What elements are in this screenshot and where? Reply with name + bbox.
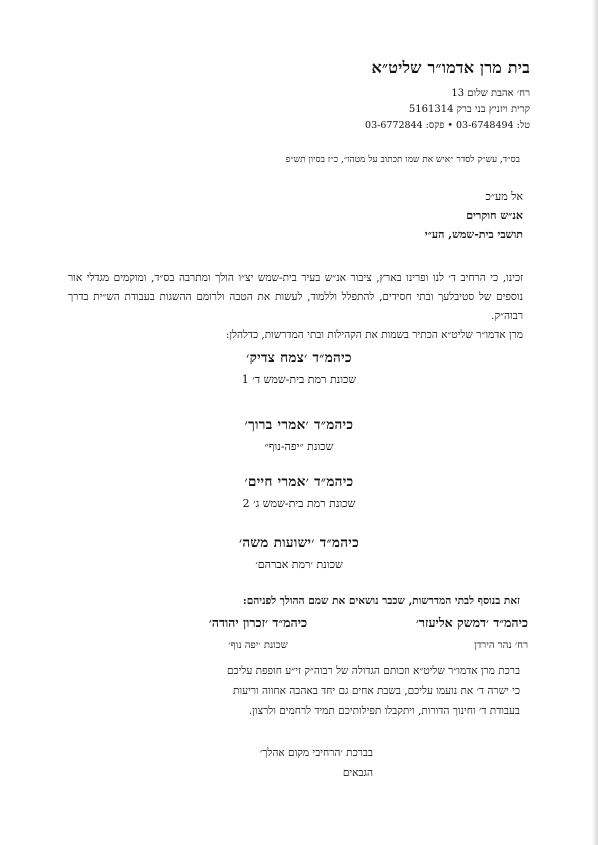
school-name: כיהמ״ד ׳צמח צדיק׳ bbox=[246, 350, 352, 366]
addressee-line-2: אנ״ש חוקרים bbox=[466, 209, 523, 222]
school-name: כיהמ״ד ׳אמרי חיים׳ bbox=[244, 474, 354, 490]
closing-paragraph bbox=[80, 661, 520, 721]
additional-school-name: כיהמ״ד ׳זכרון יהודה׳ bbox=[208, 615, 308, 630]
school-item bbox=[0, 535, 598, 571]
additional-school-location: שכונת ׳יפה נוף׳ bbox=[228, 640, 288, 651]
school-name: כיהמ״ד ׳ישועות משה׳ bbox=[238, 535, 360, 551]
signoff-line-2: הגבאים bbox=[342, 767, 373, 779]
signoff-line-1: בברכת ׳הרחיבי מקום אהלך׳ bbox=[259, 747, 373, 759]
school-location: שכונת רמת בית-שמש ג׳ 2 bbox=[242, 497, 356, 510]
additional-school-item bbox=[158, 615, 358, 651]
letterhead-title: בית מרן אדמו״ר שליט״א bbox=[371, 58, 530, 77]
addressees bbox=[273, 190, 523, 241]
letterhead-phones: טל: 03-6748494 • פקס: 03-6772844 bbox=[365, 120, 530, 131]
additional-school-location: רח׳ נהר הירדן bbox=[473, 640, 528, 651]
body-paragraph bbox=[68, 269, 523, 345]
school-location: שכונת רמת בית-שמש ד׳ 1 bbox=[241, 373, 357, 386]
school-item bbox=[0, 350, 598, 386]
closing-line-3: בעבודת ד׳ וחינוך הדורות, ויתקבלו תפילותיכם תמיד לרחמים ולרצון. bbox=[248, 705, 520, 717]
closing-line-1: ברכת מרן אדמו״ר שליט״א וזכותם הגדולה של רבוה״ק זי״ע חופפת עליכם bbox=[226, 665, 520, 677]
additional-schools-intro: זאת בנוסף לבתי המדרשות, שכבר נושאים את שמם ההולך לפניהם: bbox=[242, 595, 520, 607]
signoff bbox=[223, 743, 373, 783]
addressee-line-3: תושבי בית-שמש, הע״י bbox=[424, 228, 523, 241]
addressee-line-1: אל מע״כ bbox=[485, 190, 523, 203]
school-item bbox=[0, 417, 598, 453]
closing-line-2: כי ישרה ד׳ את נועמו עליכם, בשבת אחים גם יחד באהבה אחווה וריעות bbox=[233, 685, 520, 697]
body-text: זכינו, כי הרחיב ד׳ לנו ופרינו בארץ, ציבור אנ״ש בעיר בית-שמש יצ״ו הולך ומתרבה בס״ד, ומוקמים מגדלי אור נוספים של סטיבלעך ובתי חסידים, להתפלל וללמוד, לעשות את הטבה ולרומם ההשגות בעבודת הש״ית בדרך רבוה״ק. bbox=[68, 272, 523, 322]
school-name: כיהמ״ד ׳אמרי ברוך׳ bbox=[244, 417, 354, 433]
letterhead-address: רח׳ אהבת שלום 13 bbox=[451, 88, 530, 99]
letterhead-city: קרית ויזניץ בני ברק 5161314 bbox=[408, 104, 530, 115]
school-location: שכונת ״יפה-נוף״ bbox=[264, 440, 334, 453]
body-intro: מרן אדמו״ר שליט״א הכתיר בשמות את הקהילות ובתי המדרשות, כדלהלן: bbox=[225, 329, 523, 341]
additional-school-name: כיהמ״ד ׳דמשק אליעזר׳ bbox=[415, 615, 528, 630]
additional-school-item bbox=[378, 615, 528, 651]
school-item bbox=[0, 474, 598, 510]
date-line: בס״ד, עש״ק לסדר ״איש את שמו תכתוב על מטהו״, כ״ז בסיון תש״פ bbox=[285, 155, 520, 165]
school-location: שכונת ׳רמת אברהם׳ bbox=[255, 558, 343, 571]
letterhead bbox=[230, 58, 530, 136]
